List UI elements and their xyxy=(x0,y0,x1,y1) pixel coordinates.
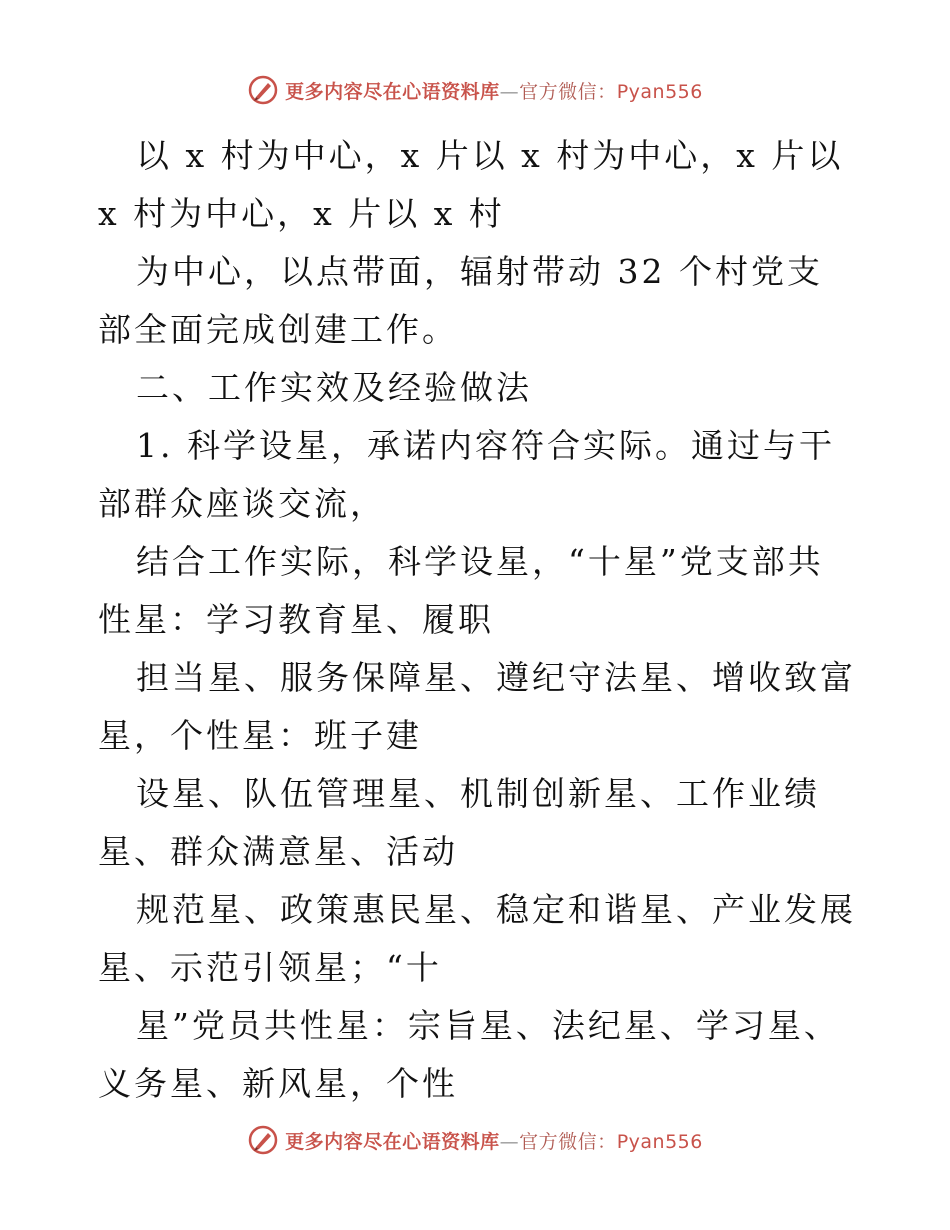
watermark-contact: 官方微信： xyxy=(519,80,617,103)
paragraph-5: 结合工作实际，科学设星，“十星”党支部共性星：学习教育星、履职 xyxy=(98,542,824,639)
pen-logo-icon xyxy=(247,74,279,106)
watermark-id: Pyan556 xyxy=(616,1130,703,1153)
header-watermark xyxy=(0,70,950,110)
watermark-main: 更多内容尽在心语资料库 xyxy=(285,1130,500,1153)
pen-logo-icon xyxy=(247,1124,279,1156)
watermark-contact: 官方微信： xyxy=(519,1130,617,1153)
document-body xyxy=(98,127,858,1113)
footer-watermark xyxy=(0,1120,950,1160)
paragraph-1: 以 x 村为中心，x 片以 x 村为中心，x 片以 x 村为中心，x 片以 x 村 xyxy=(98,136,844,233)
paragraph-8: 规范星、政策惠民星、稳定和谐星、产业发展星、示范引领星；“十 xyxy=(98,890,856,987)
watermark-dash: — xyxy=(499,80,520,103)
paragraph-6: 担当星、服务保障星、遵纪守法星、增收致富星，个性星：班子建 xyxy=(98,658,856,755)
paragraph-7: 设星、队伍管理星、机制创新星、工作业绩星、群众满意星、活动 xyxy=(98,774,820,871)
watermark-id: Pyan556 xyxy=(616,80,703,103)
section-heading: 二、工作实效及经验做法 xyxy=(136,368,532,407)
paragraph-9: 星”党员共性星：宗旨星、法纪星、学习星、义务星、新风星，个性 xyxy=(98,1006,840,1103)
watermark-dash: — xyxy=(499,1130,520,1153)
paragraph-4: 1. 科学设星，承诺内容符合实际。通过与干部群众座谈交流， xyxy=(98,426,835,523)
watermark-main: 更多内容尽在心语资料库 xyxy=(285,80,500,103)
watermark-text xyxy=(285,77,703,104)
watermark-text xyxy=(285,1127,703,1154)
paragraph-2: 为中心，以点带面，辐射带动 32 个村党支部全面完成创建工作。 xyxy=(98,252,823,349)
